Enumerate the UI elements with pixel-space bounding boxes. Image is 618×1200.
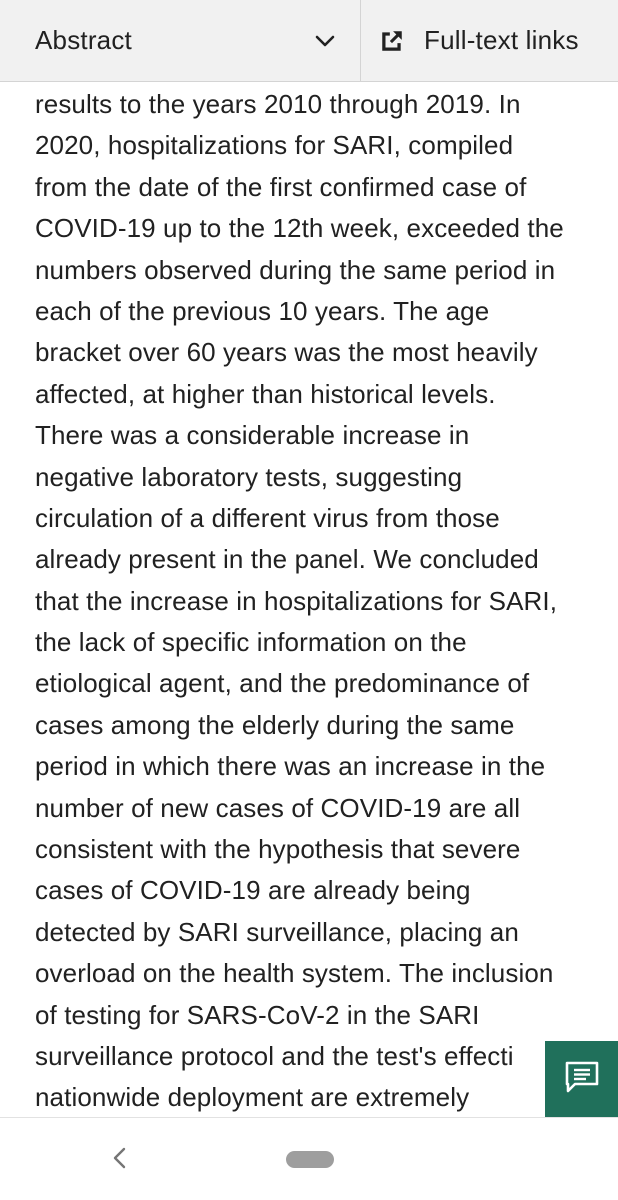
back-chevron-icon[interactable] — [106, 1144, 134, 1172]
chevron-down-icon — [312, 28, 338, 54]
abstract-line: the lack of specific information on the — [35, 627, 467, 658]
abstract-line: cases among the elderly during the same — [35, 709, 515, 740]
full-text-links-button[interactable] — [361, 0, 618, 81]
abstract-line: number of new cases of COVID-19 are all — [35, 792, 521, 823]
abstract-line: negative laboratory tests, suggesting — [35, 461, 463, 492]
abstract-line: etiological agent, and the predominance of — [35, 668, 530, 699]
abstract-line: overload on the health system. The inclusion — [35, 958, 554, 989]
abstract-line: detected by SARI surveillance, placing an — [35, 916, 519, 947]
feedback-button[interactable] — [545, 1041, 618, 1117]
abstract-line: surveillance protocol and the test's effecti — [35, 1040, 514, 1071]
abstract-line: cases of COVID-19 are already being — [35, 875, 471, 906]
abstract-line: numbers observed during the same period in — [35, 254, 556, 285]
abstract-line: There was a considerable increase in — [35, 420, 470, 451]
abstract-line: nationwide deployment are extremely — [35, 1082, 470, 1113]
abstract-text — [35, 84, 590, 1119]
abstract-line: that the increase in hospitalizations for SARI, — [35, 585, 558, 616]
system-navigation-bar — [0, 1117, 618, 1200]
external-link-icon — [378, 27, 406, 55]
chat-feedback-icon — [564, 1060, 600, 1099]
abstract-line: affected, at higher than historical levels. — [35, 378, 496, 409]
abstract-line: from the date of the first confirmed case of — [35, 171, 527, 202]
home-pill-icon[interactable] — [286, 1151, 334, 1168]
abstract-line: already present in the panel. We concluded — [35, 544, 539, 575]
full-text-links-label: Full-text links — [424, 25, 579, 55]
abstract-line: consistent with the hypothesis that severe — [35, 834, 521, 865]
abstract-line: COVID-19 up to the 12th week, exceeded the — [35, 213, 564, 244]
abstract-line: circulation of a different virus from those — [35, 502, 500, 533]
abstract-line: 2020, hospitalizations for SARI, compiled — [35, 130, 514, 161]
abstract-line: results to the years 2010 through 2019. In — [35, 89, 521, 119]
section-selector-label: Abstract — [35, 25, 132, 55]
sticky-header — [0, 0, 618, 82]
abstract-line: bracket over 60 years was the most heavily — [35, 337, 538, 368]
abstract-line: period in which there was an increase in the — [35, 751, 546, 782]
abstract-line: each of the previous 10 years. The age — [35, 295, 490, 326]
abstract-line: of testing for SARS-CoV-2 in the SARI — [35, 999, 480, 1030]
section-selector[interactable] — [0, 0, 361, 81]
